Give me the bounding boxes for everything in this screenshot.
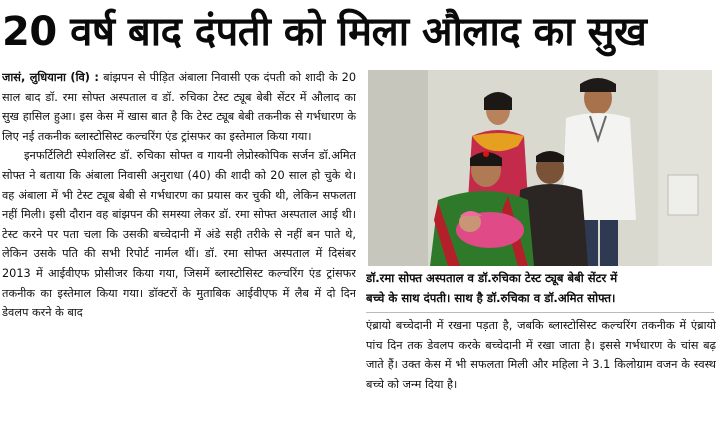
news-photo-illustration bbox=[368, 70, 712, 266]
news-photo bbox=[368, 70, 712, 266]
headline: 20 वर्ष बाद दंपती को मिला औलाद का सुख bbox=[2, 9, 647, 55]
article-left-column bbox=[2, 68, 356, 423]
photo-caption bbox=[366, 268, 714, 312]
body-paragraph: इनफर्टिलिटी स्पेशलिस्ट डॉ. रुचिका सोफ्त व गायनी लेप्रोस्कोपिक सर्जन डॉ.अमित सोफ्त ने बताया कि अंबाला निवासी अनुराधा (40) की शादी को 20 साल हो चुके थे। वह अंबाला में भी टेस्ट ट्यूब बेबी से गर्भधारण का प्रयास कर चुकी थी, लेकिन सफलता नहीं मिली। इसी दौरान वह बांझपन की समस्या लेकर डॉ. रमा सोफ्त अस्पताल आई थी। टेस्ट करने पर पता चला कि उसकी बच्चेदानी में अंडे सही तरीके से नहीं बन पाते थे, लेकिन उसके पति की सभी रिपोर्ट नार्मल थीं। डॉ. रमा सोफ्त अस्पताल में दिसंबर 2013 में आईवीएफ प्रोसीजर किया गया, जिसमें ब्लास्टोसिस्ट कल्चरिंग एंड ट्रांसफर तकनीक का इस्तेमाल किया गया। डॉक्टरों के मुताबिक आईवीएफ में लैब में दो दिन डेवलप करने के बाद bbox=[2, 149, 356, 320]
caption-line-2: बच्चे के साथ दंपती। साथ है डॉ.रुचिका व डॉ.अमित सोफ्त। bbox=[366, 291, 616, 305]
continuation-paragraph: एंब्रायो बच्चेदानी में रखना पड़ता है, जबकि ब्लास्टोसिस्ट कल्चरिंग तकनीक में एंब्रायो पांच दिन तक डेवलप करके बच्चेदानी में रखा जाता है। इससे गर्भधारण के चांस बढ़ जाते हैं। उक्त केस में भी सफलता मिली और महिला ने 3.1 किलोग्राम वजन के स्वस्थ बच्चे को जन्म दिया है। bbox=[366, 319, 716, 391]
article-right-column bbox=[366, 316, 716, 423]
lead-text: बांझपन से पीड़ित अंबाला निवासी एक दंपती को शादी के 20 साल बाद डॉ. रमा सोफ्त अस्पताल व डॉ. रुचिका टेस्ट ट्यूब बेबी सेंटर में औलाद का सुख हासिल हुआ। इस केस में खास बात है कि टेस्ट ट्यूब बेबी तकनीक से गर्भधारण के लिए नई तकनीक ब्लास्टोसिस्ट कल्चरिंग एंड ट्रांसफर का इस्तेमाल किया गया। bbox=[2, 71, 356, 143]
dateline: जासं, लुधियाना (वि) : bbox=[2, 71, 99, 84]
caption-line-1: डॉ.रमा सोफ्त अस्पताल व डॉ.रुचिका टेस्ट ट्यूब बेबी सेंटर में bbox=[366, 271, 618, 285]
lead-paragraph bbox=[2, 68, 356, 146]
caption-divider bbox=[366, 312, 714, 313]
